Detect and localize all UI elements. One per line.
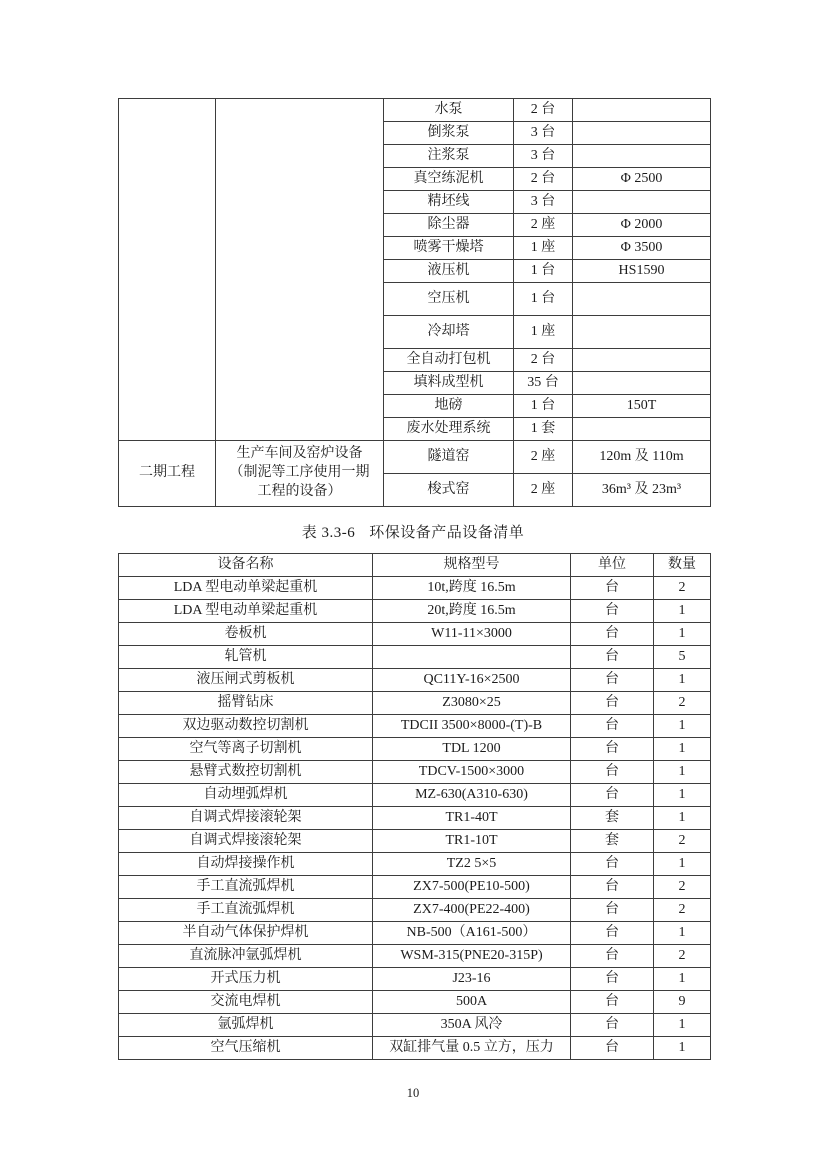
table-row: [119, 899, 711, 922]
equipment-name-cell: 自动埋弧焊机: [119, 784, 373, 807]
equipment-name-cell: 直流脉冲氩弧焊机: [119, 945, 373, 968]
unit-cell: 台: [571, 715, 654, 738]
quantity-cell: 1: [654, 922, 711, 945]
header-equipment-name: 设备名称: [119, 554, 373, 577]
equipment-name-cell: 手工直流弧焊机: [119, 899, 373, 922]
quantity-cell: 1: [654, 1014, 711, 1037]
equipment-qty-cell: 1 台: [514, 260, 573, 283]
equipment-name-cell: 半自动气体保护焊机: [119, 922, 373, 945]
equipment-name-cell: 全自动打包机: [384, 349, 514, 372]
quantity-cell: 1: [654, 807, 711, 830]
equipment-qty-cell: 1 台: [514, 395, 573, 418]
spec-model-cell: ZX7-500(PE10-500): [373, 876, 571, 899]
spec-model-cell: NB-500（A161-500）: [373, 922, 571, 945]
unit-cell: 台: [571, 968, 654, 991]
spec-model-cell: [373, 646, 571, 669]
unit-cell: 台: [571, 853, 654, 876]
equipment-name-cell: 真空练泥机: [384, 168, 514, 191]
phase2-description-cell: 生产车间及窑炉设备（制泥等工序使用一期工程的设备）: [216, 441, 384, 507]
equipment-name-cell: 氩弧焊机: [119, 1014, 373, 1037]
quantity-cell: 1: [654, 853, 711, 876]
equipment-name-cell: 自调式焊接滚轮架: [119, 807, 373, 830]
equipment-qty-cell: 1 台: [514, 283, 573, 316]
quantity-cell: 1: [654, 623, 711, 646]
equipment-qty-cell: 2 台: [514, 168, 573, 191]
table-row: [119, 853, 711, 876]
equipment-name-cell: 喷雾干燥塔: [384, 237, 514, 260]
equipment-spec-cell: [573, 283, 711, 316]
unit-cell: 套: [571, 807, 654, 830]
equipment-qty-cell: 2 座: [514, 474, 573, 507]
spec-model-cell: TR1-40T: [373, 807, 571, 830]
table-row: [119, 991, 711, 1014]
unit-cell: 台: [571, 991, 654, 1014]
table-row: [119, 441, 711, 474]
quantity-cell: 2: [654, 899, 711, 922]
equipment-name-cell: 隧道窑: [384, 441, 514, 474]
table-row: [119, 876, 711, 899]
table-row: [119, 807, 711, 830]
equipment-qty-cell: 1 套: [514, 418, 573, 441]
spec-model-cell: TR1-10T: [373, 830, 571, 853]
table-row: [119, 577, 711, 600]
equipment-qty-cell: 2 台: [514, 349, 573, 372]
equipment-qty-cell: 1 座: [514, 237, 573, 260]
equipment-name-cell: 空压机: [384, 283, 514, 316]
equipment-spec-cell: 36m³ 及 23m³: [573, 474, 711, 507]
equipment-name-cell: 除尘器: [384, 214, 514, 237]
table-row: [119, 99, 711, 122]
unit-cell: 台: [571, 1037, 654, 1060]
phase-desc-cell-empty: [216, 99, 384, 441]
table-row: [119, 646, 711, 669]
equipment-qty-cell: 35 台: [514, 372, 573, 395]
quantity-cell: 2: [654, 876, 711, 899]
equipment-name-cell: 注浆泵: [384, 145, 514, 168]
table-row: [119, 738, 711, 761]
quantity-cell: 2: [654, 945, 711, 968]
unit-cell: 台: [571, 761, 654, 784]
spec-model-cell: TDCII 3500×8000-(T)-B: [373, 715, 571, 738]
table-row: [119, 945, 711, 968]
quantity-cell: 1: [654, 669, 711, 692]
spec-model-cell: MZ-630(A310-630): [373, 784, 571, 807]
equipment-spec-cell: [573, 145, 711, 168]
quantity-cell: 1: [654, 761, 711, 784]
spec-model-cell: Z3080×25: [373, 692, 571, 715]
equipment-name-cell: 自调式焊接滚轮架: [119, 830, 373, 853]
equipment-name-cell: 倒浆泵: [384, 122, 514, 145]
spec-model-cell: 500A: [373, 991, 571, 1014]
equipment-spec-cell: 150T: [573, 395, 711, 418]
table-row: [119, 669, 711, 692]
quantity-cell: 2: [654, 692, 711, 715]
equipment-spec-cell: [573, 349, 711, 372]
table-caption-number: 表 3.3-6: [301, 525, 356, 541]
table-row: [119, 1014, 711, 1037]
equipment-name-cell: 液压机: [384, 260, 514, 283]
spec-model-cell: TZ2 5×5: [373, 853, 571, 876]
phase2-label-cell: 二期工程: [119, 441, 216, 507]
header-spec-model: 规格型号: [373, 554, 571, 577]
unit-cell: 台: [571, 600, 654, 623]
equipment-name-cell: 开式压力机: [119, 968, 373, 991]
table-row: [119, 692, 711, 715]
quantity-cell: 9: [654, 991, 711, 1014]
unit-cell: 台: [571, 1014, 654, 1037]
table-row: [119, 715, 711, 738]
quantity-cell: 1: [654, 784, 711, 807]
header-unit: 单位: [571, 554, 654, 577]
spec-model-cell: J23-16: [373, 968, 571, 991]
equipment-name-cell: 手工直流弧焊机: [119, 876, 373, 899]
equipment-name-cell: LDA 型电动单梁起重机: [119, 577, 373, 600]
spec-model-cell: TDCV-1500×3000: [373, 761, 571, 784]
equipment-spec-cell: Φ 2500: [573, 168, 711, 191]
unit-cell: 台: [571, 899, 654, 922]
equipment-spec-cell: [573, 372, 711, 395]
quantity-cell: 1: [654, 600, 711, 623]
quantity-cell: 1: [654, 738, 711, 761]
equipment-name-cell: 摇臂钻床: [119, 692, 373, 715]
equipment-spec-cell: 120m 及 110m: [573, 441, 711, 474]
equipment-name-cell: 空气等离子切割机: [119, 738, 373, 761]
equipment-name-cell: 液压闸式剪板机: [119, 669, 373, 692]
equipment-name-cell: 地磅: [384, 395, 514, 418]
unit-cell: 台: [571, 945, 654, 968]
quantity-cell: 1: [654, 715, 711, 738]
unit-cell: 台: [571, 669, 654, 692]
unit-cell: 台: [571, 646, 654, 669]
equipment-name-cell: 水泵: [384, 99, 514, 122]
unit-cell: 台: [571, 876, 654, 899]
equipment-spec-cell: Φ 3500: [573, 237, 711, 260]
table-row: [119, 922, 711, 945]
equipment-qty-cell: 2 座: [514, 214, 573, 237]
equipment-spec-cell: [573, 122, 711, 145]
equipment-name-cell: 梭式窑: [384, 474, 514, 507]
equipment-spec-cell: [573, 99, 711, 122]
equipment-spec-cell: [573, 316, 711, 349]
table-header-row: [119, 554, 711, 577]
equipment-qty-cell: 3 台: [514, 145, 573, 168]
equipment-name-cell: 双边驱动数控切割机: [119, 715, 373, 738]
equipment-qty-cell: 3 台: [514, 191, 573, 214]
unit-cell: 套: [571, 830, 654, 853]
table-caption-title: 环保设备产品设备清单: [369, 525, 525, 541]
env-equipment-table: [118, 553, 711, 1060]
spec-model-cell: 20t,跨度 16.5m: [373, 600, 571, 623]
equipment-name-cell: 自动焊接操作机: [119, 853, 373, 876]
equipment-qty-cell: 2 座: [514, 441, 573, 474]
spec-model-cell: 双缸排气量 0.5 立方，压力: [373, 1037, 571, 1060]
equipment-name-cell: 空气压缩机: [119, 1037, 373, 1060]
equipment-name-cell: 卷板机: [119, 623, 373, 646]
equipment-name-cell: 填料成型机: [384, 372, 514, 395]
spec-model-cell: QC11Y-16×2500: [373, 669, 571, 692]
equipment-name-cell: LDA 型电动单梁起重机: [119, 600, 373, 623]
equipment-name-cell: 废水处理系统: [384, 418, 514, 441]
spec-model-cell: 10t,跨度 16.5m: [373, 577, 571, 600]
equipment-qty-cell: 2 台: [514, 99, 573, 122]
unit-cell: 台: [571, 784, 654, 807]
phase-equipment-table: [118, 98, 711, 507]
equipment-name-cell: 悬臂式数控切割机: [119, 761, 373, 784]
quantity-cell: 1: [654, 1037, 711, 1060]
header-quantity: 数量: [654, 554, 711, 577]
unit-cell: 台: [571, 738, 654, 761]
equipment-name-cell: 精坯线: [384, 191, 514, 214]
unit-cell: 台: [571, 623, 654, 646]
quantity-cell: 2: [654, 577, 711, 600]
spec-model-cell: W11-11×3000: [373, 623, 571, 646]
table-row: [119, 761, 711, 784]
table-row: [119, 623, 711, 646]
equipment-name-cell: 轧管机: [119, 646, 373, 669]
table-row: [119, 1037, 711, 1060]
unit-cell: 台: [571, 577, 654, 600]
equipment-name-cell: 冷却塔: [384, 316, 514, 349]
quantity-cell: 2: [654, 830, 711, 853]
quantity-cell: 1: [654, 968, 711, 991]
table-row: [119, 784, 711, 807]
unit-cell: 台: [571, 922, 654, 945]
quantity-cell: 5: [654, 646, 711, 669]
table-row: [119, 968, 711, 991]
spec-model-cell: TDL 1200: [373, 738, 571, 761]
spec-model-cell: WSM-315(PNE20-315P): [373, 945, 571, 968]
equipment-spec-cell: HS1590: [573, 260, 711, 283]
phase-label-cell-empty: [119, 99, 216, 441]
unit-cell: 台: [571, 692, 654, 715]
equipment-qty-cell: 3 台: [514, 122, 573, 145]
equipment-spec-cell: Φ 2000: [573, 214, 711, 237]
equipment-name-cell: 交流电焊机: [119, 991, 373, 1014]
equipment-qty-cell: 1 座: [514, 316, 573, 349]
page-number: 10: [406, 1086, 420, 1100]
table-caption: [0, 521, 826, 542]
equipment-spec-cell: [573, 191, 711, 214]
spec-model-cell: ZX7-400(PE22-400): [373, 899, 571, 922]
spec-model-cell: 350A 风冷: [373, 1014, 571, 1037]
table-row: [119, 600, 711, 623]
equipment-spec-cell: [573, 418, 711, 441]
table-row: [119, 830, 711, 853]
